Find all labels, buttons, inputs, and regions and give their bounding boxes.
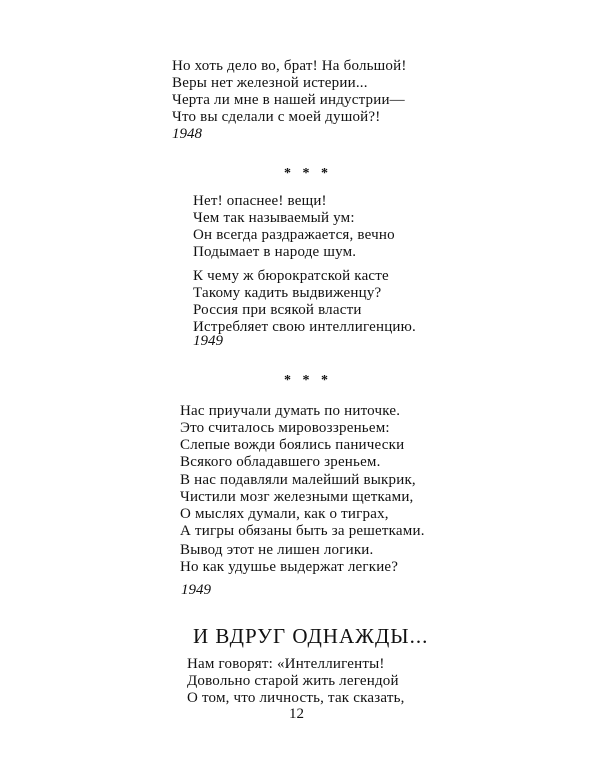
poem-2-date: 1949 <box>193 333 223 349</box>
poem-2-stanza-2 <box>193 268 416 336</box>
poem-line: А тигры обязаны быть за решетками. <box>180 523 425 539</box>
poem-line: Нет! опаснее! вещи! <box>193 193 327 209</box>
poem-line: Но как удушье выдержат легкие? <box>180 559 399 575</box>
poem-line: Это считалось мировоззреньем: <box>180 420 390 436</box>
poem-line: Он всегда раздражается, вечно <box>193 227 395 243</box>
poem-line: О том, что личность, так сказать, <box>187 690 405 706</box>
poem-line: Чистили мозг железными щетками, <box>180 489 414 505</box>
poem-line: Нам говорят: «Интеллигенты! <box>187 656 385 672</box>
poem-line: Подымает в народе шум. <box>193 244 357 260</box>
poem-1 <box>172 58 407 126</box>
poem-line: К чему ж бюрократской касте <box>193 268 389 284</box>
poem-3-stanza-3 <box>180 542 398 576</box>
page-number: 12 <box>289 706 304 722</box>
section-separator: * * * <box>284 166 332 181</box>
poem-line: Всякого обладавшего зреньем. <box>180 454 381 470</box>
poem-line: Нас приучали думать по ниточке. <box>180 403 401 419</box>
poem-line: Черта ли мне в нашей индустрии— <box>172 92 405 108</box>
poem-3-date: 1949 <box>181 582 211 598</box>
section-separator: * * * <box>284 373 332 388</box>
poem-3-stanza-1 <box>180 403 404 471</box>
poem-line: Что вы сделали с моей душой?! <box>172 109 381 125</box>
poem-line: Вывод этот не лишен логики. <box>180 542 374 558</box>
poem-line: Истребляет свою интеллигенцию. <box>193 319 417 335</box>
poem-3-stanza-2 <box>180 472 425 540</box>
poem-line: Веры нет железной истерии... <box>172 75 368 91</box>
poem-1-date: 1948 <box>172 126 202 142</box>
poem-line: О мыслях думали, как о тиграх, <box>180 506 389 522</box>
poem-line: Чем так называемый ум: <box>193 210 355 226</box>
section-title: И ВДРУГ ОДНАЖДЫ... <box>193 624 429 648</box>
poem-line: Такому кадить выдвиженцу? <box>193 285 382 301</box>
poem-line: Довольно старой жить легендой <box>187 673 399 689</box>
poem-line: Слепые вожди боялись панически <box>180 437 405 453</box>
poem-line: В нас подавляли малейший выкрик, <box>180 472 416 488</box>
poem-line: Россия при всякой власти <box>193 302 362 318</box>
poem-2-stanza-1 <box>193 193 395 261</box>
poem-line: Но хоть дело во, брат! На большой! <box>172 58 407 74</box>
poem-4 <box>187 656 405 707</box>
